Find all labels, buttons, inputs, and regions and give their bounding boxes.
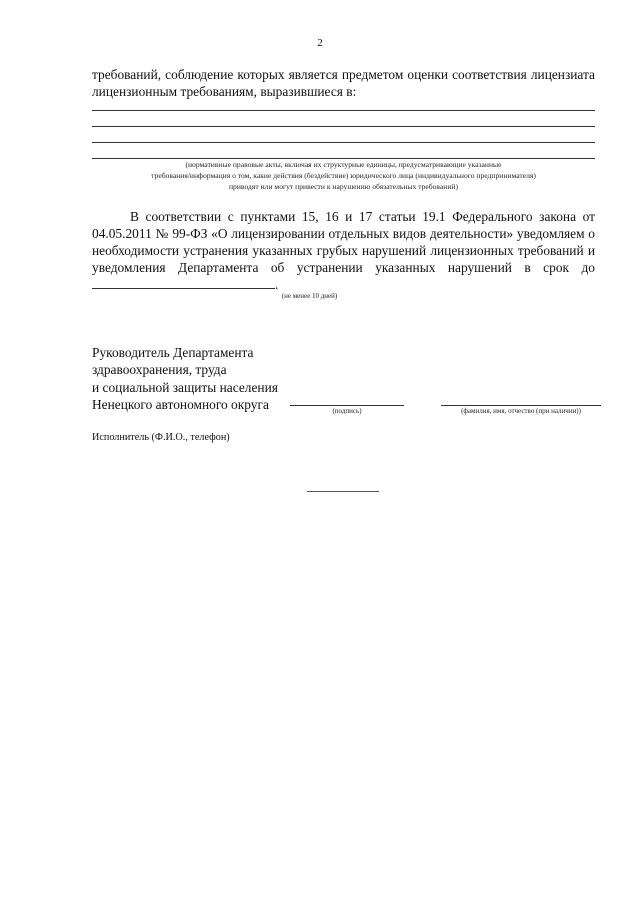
signature-line-3: и социальной защиты населения — [92, 379, 278, 395]
caption-line-3: приводят или могут привести к нарушению обязательных требований) — [228, 182, 459, 191]
intro-text: требований, соблюдение которых является предметом оценки соответствия лицензиата лицензионным требованиям, выразившиеся в: — [92, 67, 595, 99]
fill-line-2 — [92, 126, 595, 127]
full-name-caption: (фамилия, имя, отчество (при наличии)) — [461, 407, 581, 415]
deadline-caption: (не менее 10 дней) — [281, 292, 338, 300]
end-separator — [307, 491, 379, 492]
notice-text: В соответствии с пунктами 15, 16 и 17 статьи 19.1 Федерального закона от 04.05.2011 № 99-ФЗ «О лицензировании отдельных видов деятельности» уведомляем о необходимости устранения указанных грубых нарушений лицензионных требований и уведомления Департамента об устранении указанных нарушений в срок до — [92, 209, 595, 275]
signature-field[interactable] — [290, 405, 404, 406]
signature-caption: (подпись) — [332, 407, 362, 415]
deadline-field[interactable] — [92, 276, 275, 289]
intro-paragraph — [92, 66, 595, 100]
notice-paragraph — [92, 208, 595, 293]
signature-title — [92, 344, 278, 413]
full-name-field[interactable] — [441, 405, 601, 406]
signature-line-1: Руководитель Департамента — [92, 345, 254, 360]
notice-end: . — [275, 277, 279, 292]
caption-line-1: (нормативные правовые акты, включая их структурные единицы, предусматривающие указанные — [185, 160, 502, 169]
executor-label: Исполнитель (Ф.И.О., телефон) — [92, 432, 230, 443]
fill-line-3 — [92, 142, 595, 143]
signature-line-4: Ненецкого автономного округа — [92, 396, 269, 412]
fill-lines-caption — [92, 159, 595, 192]
fill-line-1 — [92, 110, 595, 111]
caption-line-2: требования/информация о том, какие действия (бездействие) юридического лица (индивидуального предпринимателя) — [151, 171, 536, 180]
page-number: 2 — [317, 37, 323, 49]
signature-line-2: здравоохранения, труда — [92, 362, 227, 378]
